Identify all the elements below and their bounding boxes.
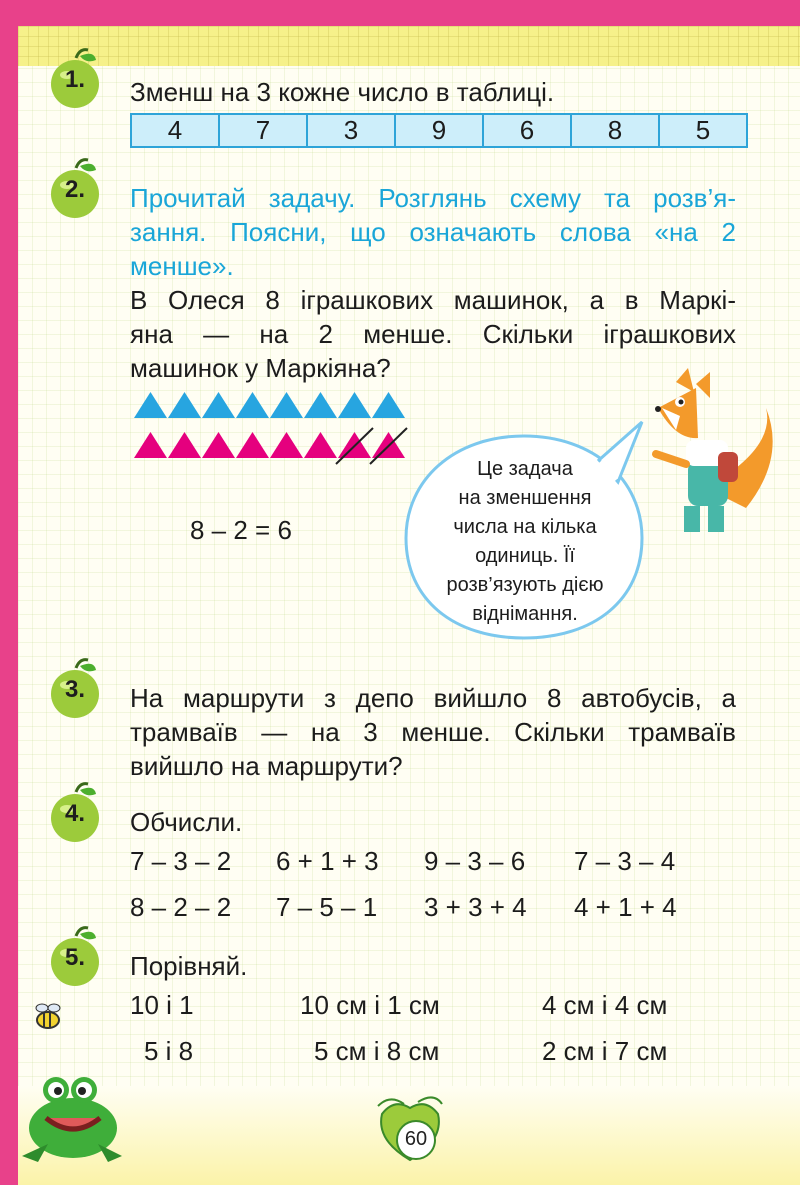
task-number: 4. bbox=[64, 800, 85, 827]
table-cell: 9 bbox=[395, 114, 483, 147]
pink-triangle bbox=[202, 432, 235, 458]
comparison: 5 і 8 bbox=[144, 1036, 194, 1066]
task3-line: На маршрути з депо вийшло 8 автобусів, а bbox=[130, 683, 736, 713]
blue-triangle bbox=[270, 392, 303, 418]
pink-triangle bbox=[236, 432, 269, 458]
bubble-line: одиниць. Її bbox=[475, 545, 575, 567]
task2-problem-line: В Олеся 8 іграшкових машинок, а в Маркі- bbox=[130, 285, 736, 315]
bubble-line: числа на кілька bbox=[453, 516, 597, 538]
page-number: 60 bbox=[396, 1120, 436, 1160]
task-number: 1. bbox=[64, 66, 85, 93]
fox-illustration bbox=[636, 368, 786, 538]
task5-instruction: Порівняй. bbox=[130, 951, 248, 981]
bubble-line: віднімання. bbox=[472, 603, 578, 625]
solution-expression: 8 – 2 = 6 bbox=[190, 515, 292, 545]
blue-triangle bbox=[168, 392, 201, 418]
table-cell: 4 bbox=[131, 114, 219, 147]
task2-instruction-line: менше». bbox=[130, 251, 234, 281]
task2-instruction-line: зання. Поясни, що означають слова «на 2 bbox=[130, 217, 736, 247]
expression: 9 – 3 – 6 bbox=[424, 846, 526, 876]
expression: 6 + 1 + 3 bbox=[276, 846, 379, 876]
expression: 8 – 2 – 2 bbox=[130, 892, 232, 922]
comparison: 2 см і 7 см bbox=[542, 1036, 668, 1066]
table-cell: 3 bbox=[307, 114, 395, 147]
apple-badge-2 bbox=[50, 158, 106, 214]
expression: 7 – 5 – 1 bbox=[276, 892, 378, 922]
expression: 7 – 3 – 2 bbox=[130, 846, 232, 876]
expression: 4 + 1 + 4 bbox=[574, 892, 677, 922]
blue-triangle bbox=[202, 392, 235, 418]
frog-illustration bbox=[18, 1068, 128, 1168]
apple-badge-3 bbox=[50, 658, 106, 714]
task4-instruction: Обчисли. bbox=[130, 807, 243, 837]
comparison: 10 і 1 bbox=[130, 990, 194, 1020]
task-number: 3. bbox=[64, 676, 85, 703]
table-cell: 7 bbox=[219, 114, 307, 147]
blue-triangle bbox=[338, 392, 371, 418]
bubble-line: Це задача bbox=[477, 458, 573, 480]
blue-triangle bbox=[372, 392, 405, 418]
apple-badge-4 bbox=[50, 782, 106, 838]
apple-badge-1 bbox=[50, 48, 106, 104]
comparison: 5 см і 8 см bbox=[314, 1036, 440, 1066]
task1-instruction: Зменш на 3 кожне число в таблиці. bbox=[130, 77, 555, 107]
table-cell: 6 bbox=[483, 114, 571, 147]
table-cell: 5 bbox=[659, 114, 747, 147]
apple-badge-5 bbox=[50, 926, 106, 982]
pink-triangle bbox=[134, 432, 167, 458]
expression: 3 + 3 + 4 bbox=[424, 892, 527, 922]
comparison: 4 см і 4 см bbox=[542, 990, 668, 1020]
bee-icon bbox=[30, 1000, 66, 1034]
task2-problem-line: яна — на 2 менше. Скільки іграшкових bbox=[130, 319, 736, 349]
blue-triangle bbox=[134, 392, 167, 418]
bubble-line: на зменшення bbox=[458, 487, 592, 509]
bubble-line: розв’язують дією bbox=[446, 574, 604, 596]
task-number: 2. bbox=[64, 176, 85, 203]
blue-triangle bbox=[236, 392, 269, 418]
task2-instruction-line: Прочитай задачу. Розглянь схему та розв’я- bbox=[130, 183, 736, 213]
pink-triangle bbox=[270, 432, 303, 458]
task-number: 5. bbox=[64, 944, 85, 971]
top-decoration-band bbox=[18, 26, 800, 66]
bubble-text bbox=[412, 455, 638, 629]
task2-problem-line: машинок у Маркіяна? bbox=[130, 353, 391, 383]
pink-triangle bbox=[168, 432, 201, 458]
task3-line: трамваїв — на 3 менше. Скільки трамваїв bbox=[130, 717, 736, 747]
table-cell: 8 bbox=[571, 114, 659, 147]
numbers-table bbox=[130, 113, 748, 148]
pink-triangle bbox=[304, 432, 337, 458]
expression: 7 – 3 – 4 bbox=[574, 846, 676, 876]
task3-line: вийшло на маршрути? bbox=[130, 751, 403, 781]
comparison: 10 см і 1 см bbox=[300, 990, 440, 1020]
blue-triangle bbox=[304, 392, 337, 418]
triangle-scheme bbox=[130, 388, 410, 468]
